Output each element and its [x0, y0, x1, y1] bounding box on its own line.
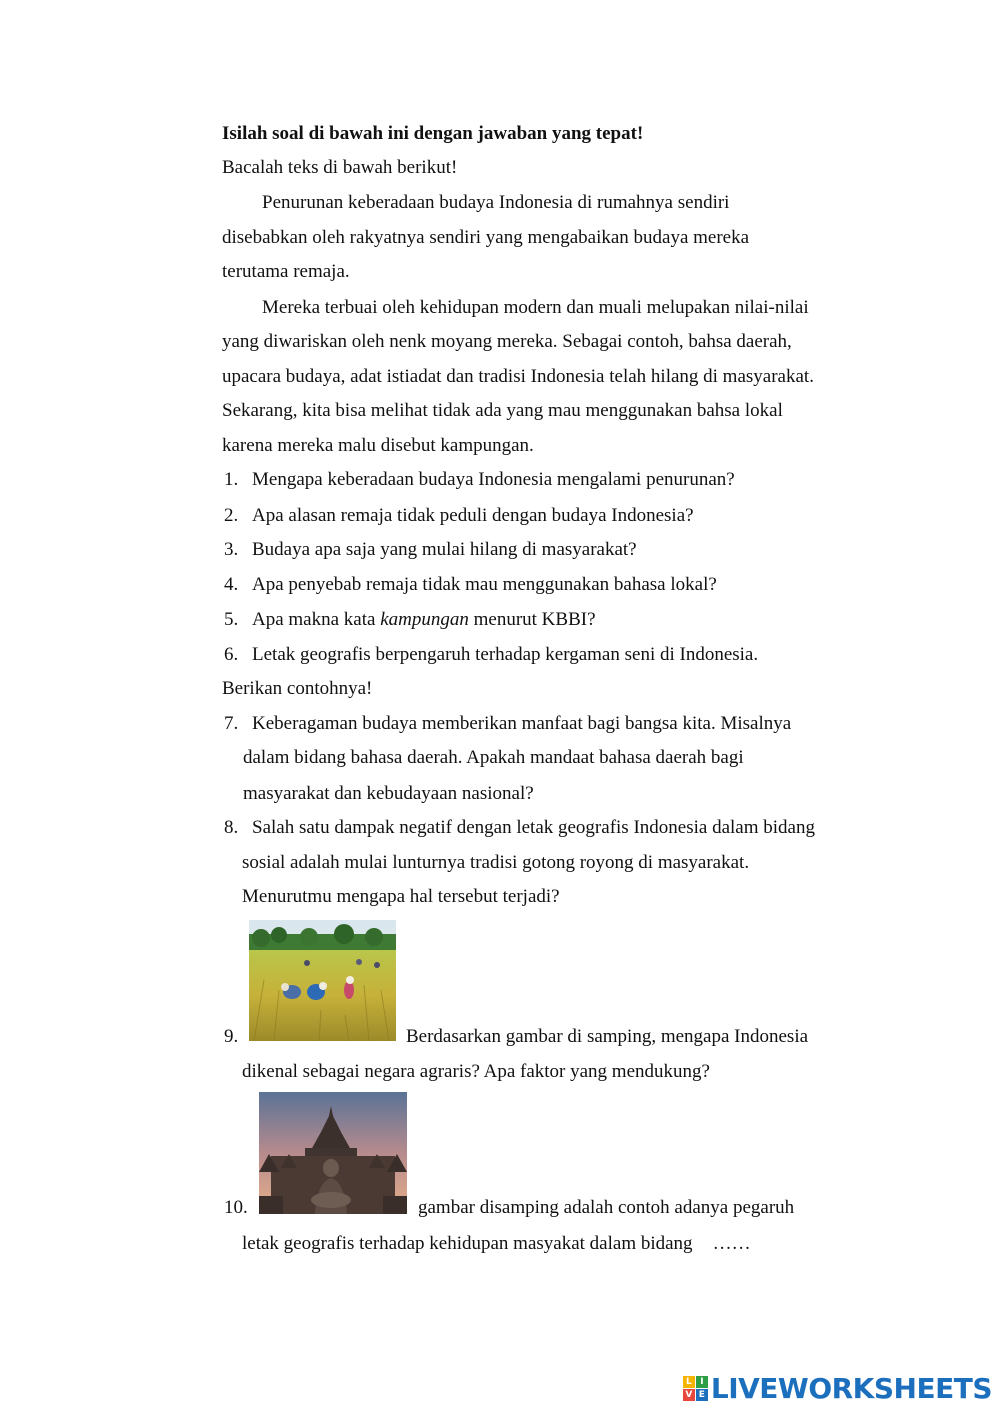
question-7-line-3: masyarakat dan kebudayaan nasional?: [243, 783, 534, 804]
answer-blank: ……: [712, 1233, 751, 1254]
question-text: Letak geografis berpengaruh terhadap kergaman seni di Indonesia.: [252, 644, 759, 665]
rice-field-image: [249, 920, 396, 1041]
question-8: [224, 816, 815, 840]
question-6: [224, 643, 758, 667]
question-text: Apa alasan remaja tidak peduli dengan budaya Indonesia?: [252, 505, 694, 526]
passage-line: karena mereka malu disebut kampungan.: [222, 435, 534, 456]
question-text: Salah satu dampak negatif dengan letak geografis Indonesia dalam bidang: [252, 817, 815, 838]
read-prompt: Bacalah teks di bawah berikut!: [222, 157, 458, 178]
question-1: [224, 468, 735, 492]
passage-line: yang diwariskan oleh nenk moyang mereka. Sebagai contoh, bahsa daerah,: [222, 331, 792, 352]
question-text: menurut KBBI?: [468, 609, 596, 630]
logo-text: LIVEWORKSHEETS: [710, 1372, 992, 1405]
question-6-line-2: Berikan contohnya!: [222, 678, 373, 699]
question-number: 4.: [224, 574, 239, 595]
logo-letter: E: [696, 1389, 708, 1401]
question-10-text: gambar disamping adalah contoh adanya pegaruh: [418, 1197, 795, 1218]
question-number: 8.: [224, 817, 239, 838]
question-10-number: 10.: [224, 1197, 248, 1218]
question-text: Mengapa keberadaan budaya Indonesia mengalami penurunan?: [252, 469, 735, 490]
passage-line: Sekarang, kita bisa melihat tidak ada yang mau menggunakan bahsa lokal: [222, 400, 783, 421]
question-number: 3.: [224, 539, 239, 560]
question-text: letak geografis terhadap kehidupan masyakat dalam bidang: [242, 1233, 693, 1254]
question-8-line-2: sosial adalah mulai lunturnya tradisi gotong royong di masyarakat.: [242, 852, 750, 873]
question-8-line-3: Menurutmu mengapa hal tersebut terjadi?: [242, 886, 560, 907]
question-3: [224, 538, 637, 562]
question-text: Apa penyebab remaja tidak mau menggunakan bahasa lokal?: [252, 574, 717, 595]
question-2: [224, 504, 694, 528]
question-number: 6.: [224, 644, 239, 665]
question-text: Apa makna kata: [252, 609, 381, 630]
passage-line: Penurunan keberadaan budaya Indonesia di rumahnya sendiri: [262, 192, 730, 213]
passage-line: disebabkan oleh rakyatnya sendiri yang mengabaikan budaya mereka: [222, 227, 750, 248]
logo-letter: I: [696, 1376, 708, 1388]
liveworksheets-logo: [683, 1372, 992, 1405]
passage-line: terutama remaja.: [222, 261, 350, 282]
question-9-number: 9.: [224, 1026, 239, 1047]
question-text: Budaya apa saja yang mulai hilang di masyarakat?: [252, 539, 637, 560]
question-10-line-2: [242, 1232, 751, 1256]
question-number: 1.: [224, 469, 239, 490]
logo-mark: [683, 1376, 708, 1401]
question-7-line-2: dalam bidang bahasa daerah. Apakah mandaat bahasa daerah bagi: [243, 747, 744, 768]
passage-line: Mereka terbuai oleh kehidupan modern dan muali melupakan nilai-nilai: [262, 297, 809, 318]
question-text: Keberagaman budaya memberikan manfaat bagi bangsa kita. Misalnya: [252, 713, 792, 734]
italic-term: kampungan: [380, 609, 469, 630]
question-number: 2.: [224, 505, 239, 526]
question-7: [224, 712, 791, 736]
question-4: [224, 573, 717, 597]
logo-letter: L: [683, 1376, 695, 1388]
question-9-text: Berdasarkan gambar di samping, mengapa Indonesia: [406, 1026, 809, 1047]
logo-letter: V: [683, 1389, 695, 1401]
question-5: [224, 608, 596, 632]
question-9-line-2: dikenal sebagai negara agraris? Apa faktor yang mendukung?: [242, 1061, 710, 1082]
question-number: 7.: [224, 713, 239, 734]
passage-line: upacara budaya, adat istiadat dan tradisi Indonesia telah hilang di masyarakat.: [222, 366, 814, 387]
question-number: 5.: [224, 609, 239, 630]
instruction: Isilah soal di bawah ini dengan jawaban yang tepat!: [222, 123, 644, 144]
temple-image: [259, 1092, 407, 1214]
